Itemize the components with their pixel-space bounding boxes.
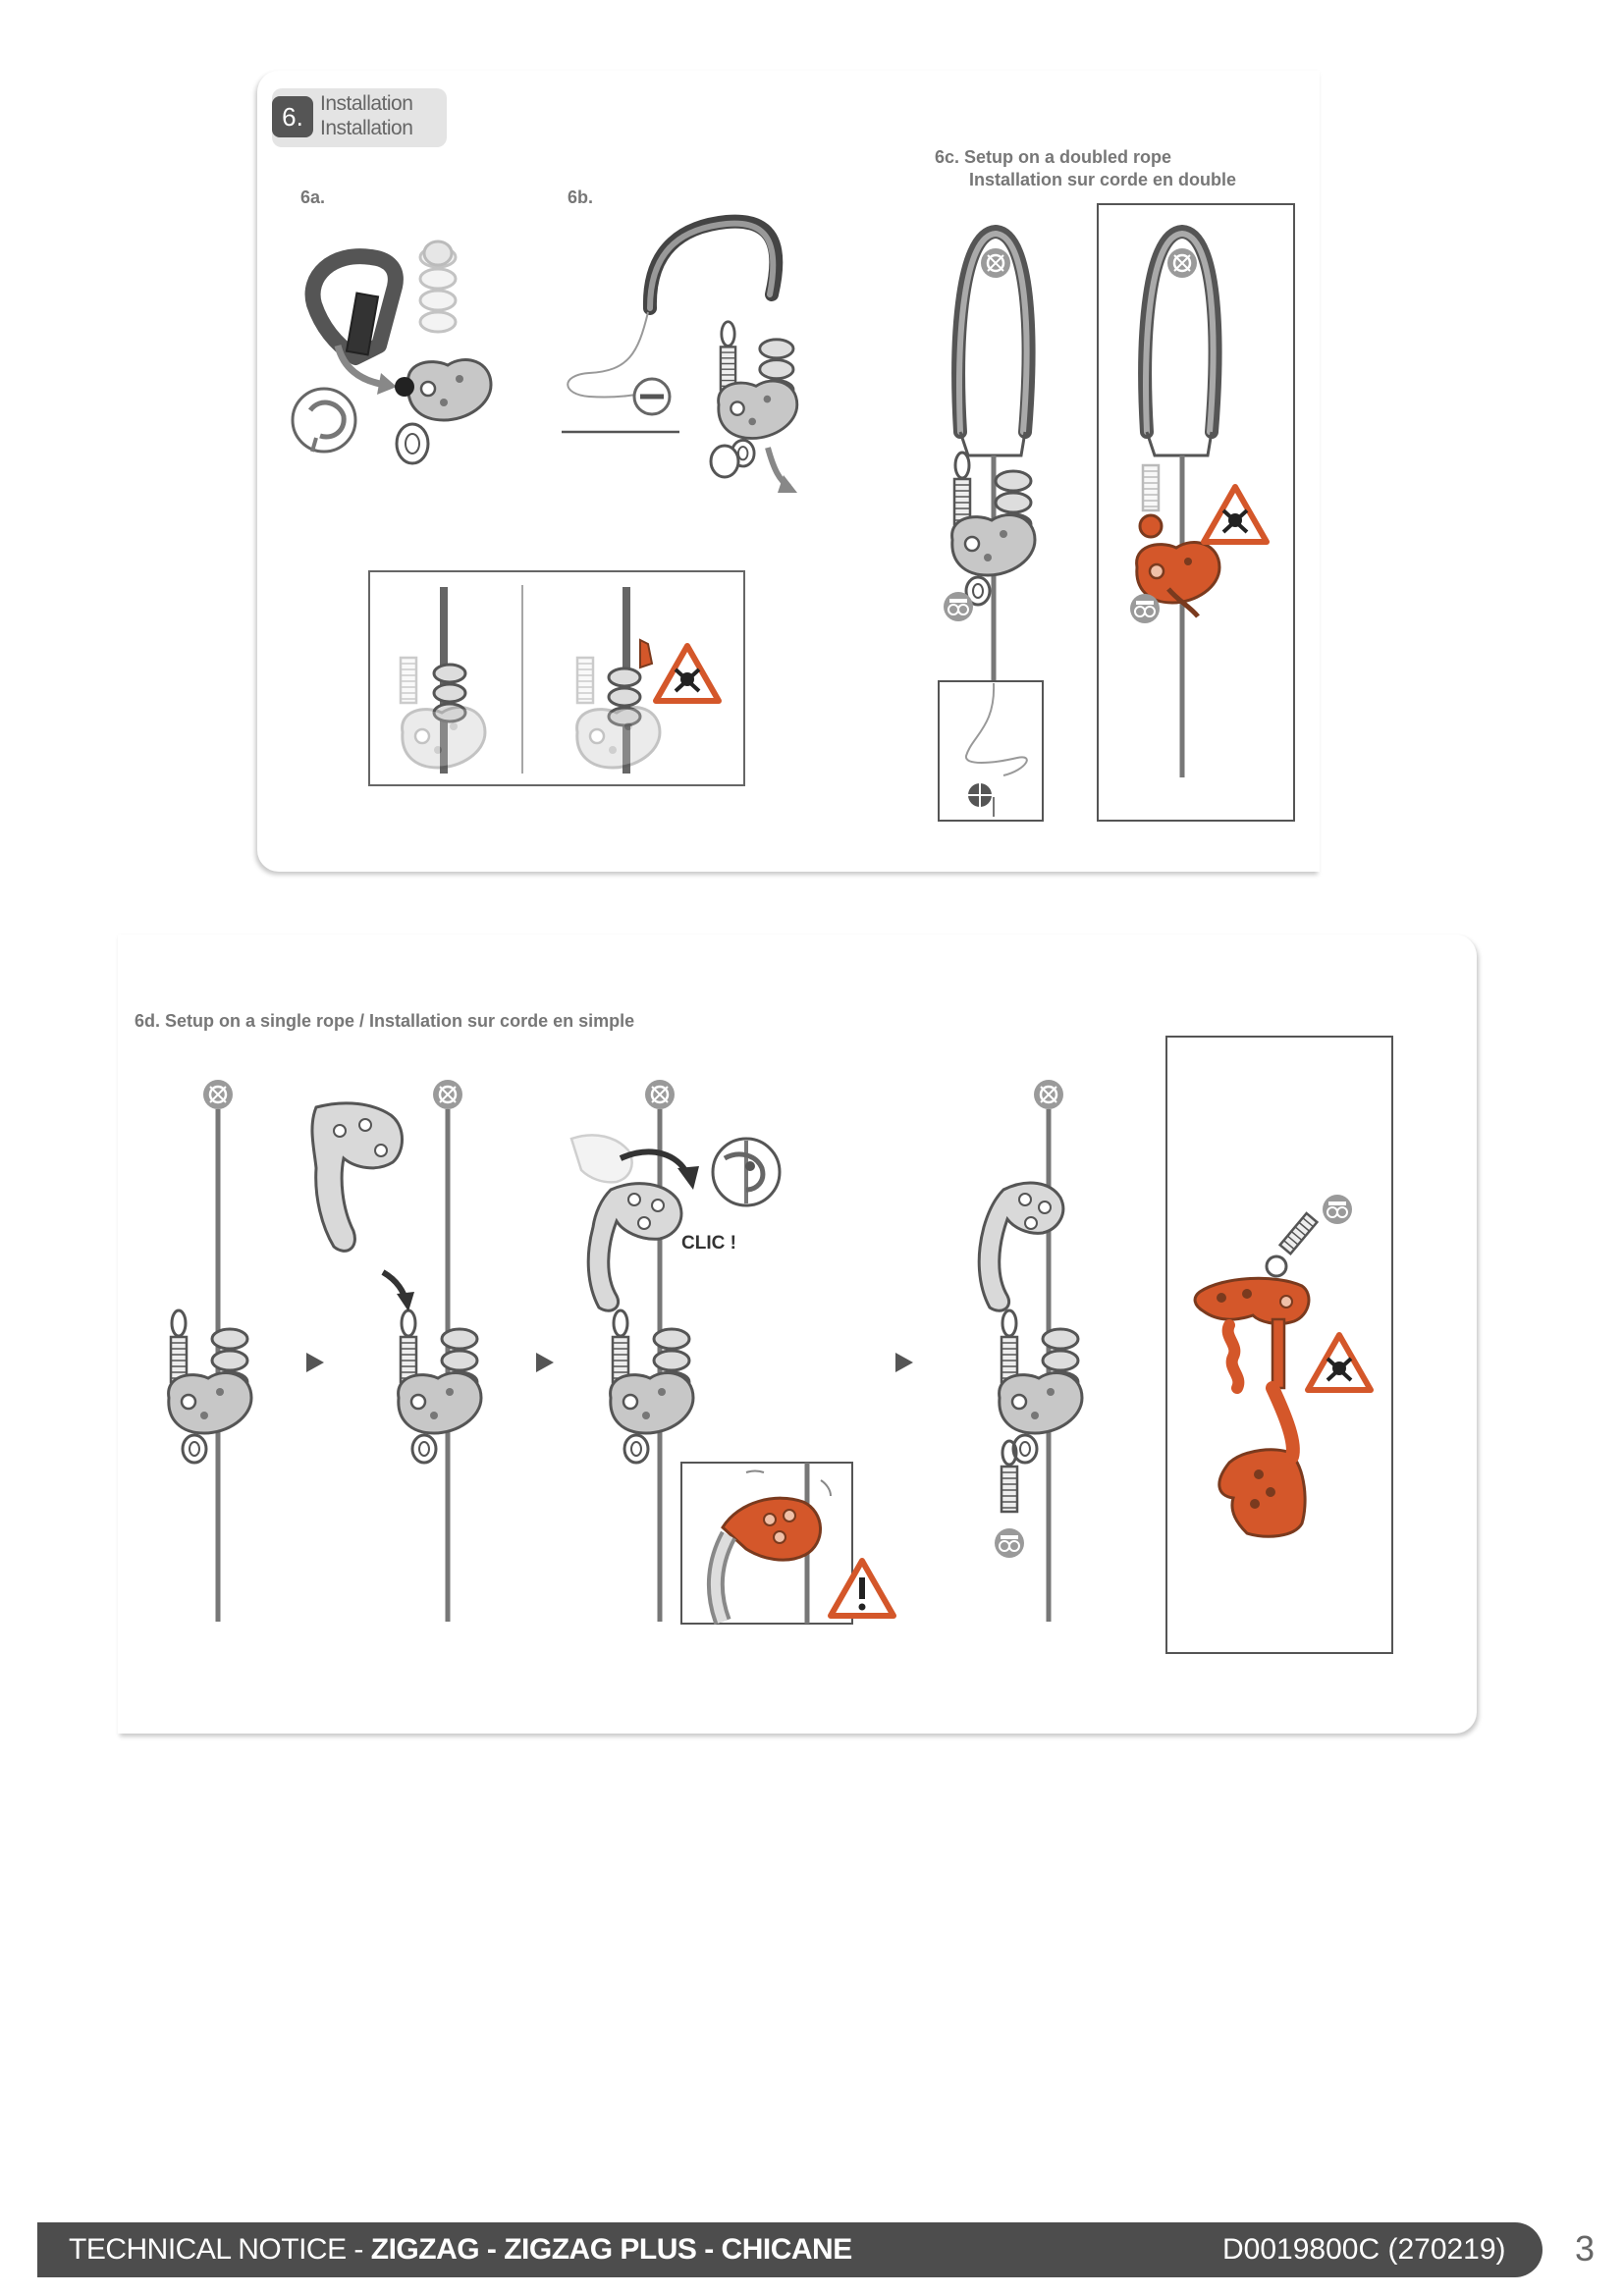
document-code: D0019800C (270219)	[1222, 2233, 1506, 2266]
clic-annotation: CLIC !	[681, 1233, 736, 1254]
figure-6c	[939, 204, 1294, 821]
section-title-fr: Installation	[320, 117, 413, 139]
page-number: 3	[1575, 2228, 1596, 2269]
figure-6b	[562, 222, 797, 493]
figure-6b-inset	[369, 571, 744, 785]
step-6c-label-fr: Installation sur corde en double	[969, 170, 1237, 189]
section-number: 6.	[272, 96, 313, 137]
footer-prefix: TECHNICAL NOTICE -	[69, 2233, 371, 2266]
footer-product: ZIGZAG - ZIGZAG PLUS - CHICANE	[370, 2233, 852, 2266]
step-6a-label: 6a.	[300, 187, 326, 207]
figure-6a	[293, 241, 491, 463]
step-6d-label: 6d. Setup on a single rope / Installation sur corde en simple	[135, 1011, 635, 1031]
footer-title	[69, 2233, 852, 2267]
figure-6d	[169, 1037, 1392, 1653]
section-title-en: Installation	[320, 92, 413, 115]
step-6b-label: 6b.	[568, 187, 594, 207]
step-6c-label-en: 6c. Setup on a doubled rope	[935, 147, 1172, 167]
